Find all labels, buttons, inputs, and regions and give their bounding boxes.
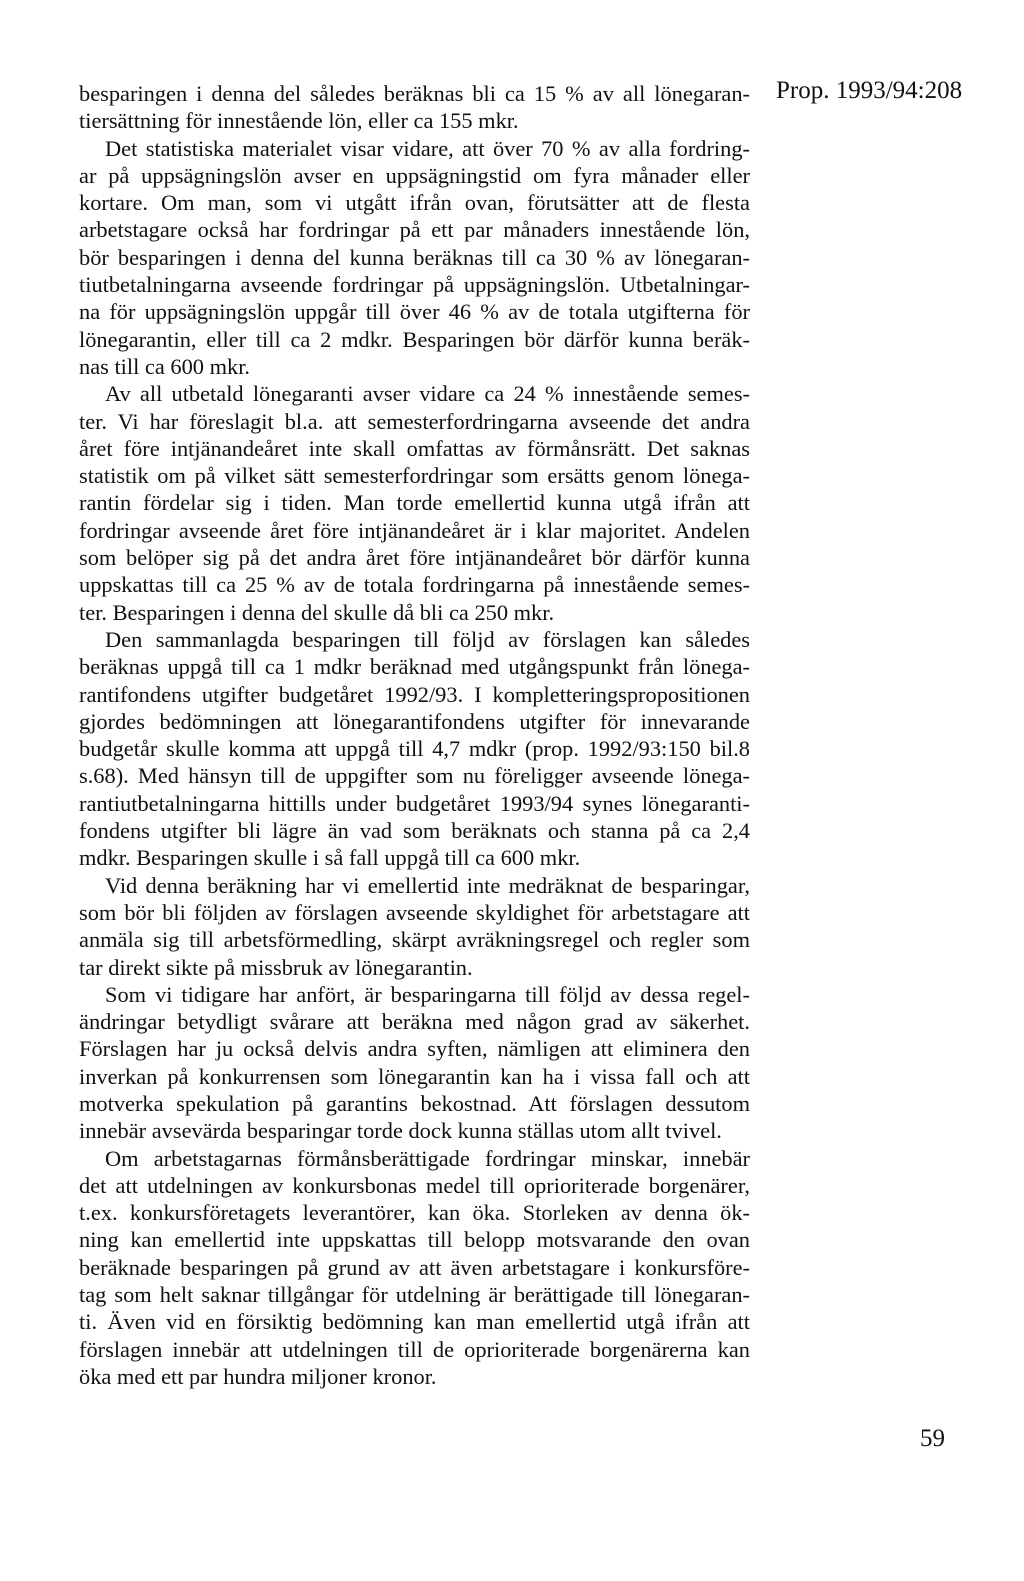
- text-line: Förslagen har ju också delvis andra syften, nämligen att eliminera den: [79, 1036, 750, 1062]
- text-line: Vid denna beräkning har vi emellertid inte medräknat de besparingar,: [105, 872, 750, 898]
- paragraph: [79, 872, 750, 981]
- text-line: rantin fördelar sig i tiden. Man torde emellertid kunna utgå ifrån att: [79, 490, 750, 516]
- text-line: som belöper sig på det andra året före intjänandeåret bör därför kunna: [79, 545, 750, 571]
- text-line: inverkan på konkurrensen som lönegarantin kan ha i vissa fall och att: [79, 1063, 750, 1089]
- text-line: det att utdelningen av konkursbonas medel till oprioriterade borgenärer,: [79, 1172, 750, 1198]
- paragraph: [79, 1145, 750, 1391]
- text-line: gjordes bedömningen att lönegarantifondens utgifter för innevarande: [79, 708, 750, 734]
- text-line: s.68). Med hänsyn till de uppgifter som nu föreligger avseende lönega-: [79, 763, 750, 789]
- text-line: ar på uppsägningslön avser en uppsägningstid om fyra månader eller: [79, 162, 750, 188]
- text-line: innebär avsevärda besparingar torde dock kunna ställas utom allt tvivel.: [79, 1118, 722, 1144]
- text-line: kortare. Om man, som vi utgått ifrån ovan, förutsätter att de flesta: [79, 190, 750, 216]
- paragraph: [79, 626, 750, 872]
- text-line: rantiutbetalningarna hittills under budgetåret 1993/94 synes lönegaranti-: [79, 790, 750, 816]
- text-line: uppskattas till ca 25 % av de totala fordringarna på innestående semes-: [79, 572, 750, 598]
- text-line: ter. Besparingen i denna del skulle då bli ca 250 mkr.: [79, 599, 555, 625]
- text-line: rantifondens utgifter budgetåret 1992/93. I kompletteringspropositionen: [79, 681, 750, 707]
- text-line: fondens utgifter bli lägre än vad som beräknats och stanna på ca 2,4: [79, 818, 750, 844]
- text-line: tiutbetalningarna avseende fordringar på uppsägningslön. Utbetalningar-: [79, 272, 750, 298]
- text-line: t.ex. konkursföretagets leverantörer, kan öka. Storleken av denna ök-: [79, 1200, 750, 1226]
- text-line: ändringar betydligt svårare att beräkna med någon grad av säkerhet.: [79, 1009, 750, 1035]
- paragraph: [79, 80, 750, 135]
- text-line: nas till ca 600 mkr.: [79, 353, 251, 379]
- text-line: öka med ett par hundra miljoner kronor.: [79, 1363, 437, 1389]
- text-line: Det statistiska materialet visar vidare, att över 70 % av alla fordring-: [105, 135, 750, 161]
- text-line: ning kan emellertid inte uppskattas till belopp motsvarande den ovan: [79, 1227, 750, 1253]
- text-line: na för uppsägningslön uppgår till över 46 % av de totala utgifterna för: [79, 299, 750, 325]
- text-line: lönegarantin, eller till ca 2 mdkr. Besparingen bör därför kunna beräk-: [79, 326, 750, 352]
- text-line: tar direkt sikte på missbruk av lönegarantin.: [79, 954, 473, 980]
- text-line: Den sammanlagda besparingen till följd av förslagen kan således: [105, 626, 750, 652]
- text-line: anmäla sig till arbetsförmedling, skärpt avräkningsregel och regler som: [79, 927, 750, 953]
- text-line: besparingen i denna del således beräknas bli ca 15 % av all lönegaran-: [79, 81, 750, 106]
- text-line: tag som helt saknar tillgångar för utdelning är berättigade till lönegaran-: [79, 1282, 750, 1308]
- proposition-reference: Prop. 1993/94:208: [776, 77, 963, 104]
- text-line: beräknade besparingen på grund av att även arbetstagare i konkursföre-: [79, 1254, 750, 1280]
- body-text: [79, 80, 750, 1390]
- text-line: arbetstagare också har fordringar på ett par månaders innestående lön,: [79, 217, 750, 243]
- text-line: året före intjänandeåret inte skall omfattas av förmånsrätt. Det saknas: [79, 435, 750, 461]
- text-line: bör besparingen i denna del kunna beräknas till ca 30 % av lönegaran-: [79, 244, 750, 270]
- paragraph: [79, 380, 750, 626]
- text-line: som bör bli följden av förslagen avseende skyldighet för arbetstagare att: [79, 899, 750, 925]
- paragraph: [79, 135, 750, 381]
- text-line: förslagen innebär att utdelningen till de oprioriterade borgenärerna kan: [79, 1336, 750, 1362]
- text-line: motverka spekulation på garantins bekostnad. Att förslagen dessutom: [79, 1090, 750, 1116]
- text-line: Om arbetstagarnas förmånsberättigade fordringar minskar, innebär: [105, 1145, 750, 1171]
- text-line: Av all utbetald lönegaranti avser vidare ca 24 % innestående semes-: [105, 381, 750, 407]
- page-number: 59: [920, 1425, 945, 1452]
- text-line: ti. Även vid en försiktig bedömning kan man emellertid utgå ifrån att: [79, 1309, 750, 1335]
- text-line: ter. Vi har föreslagit bl.a. att semesterfordringarna avseende det andra: [79, 408, 750, 434]
- text-line: beräknas uppgå till ca 1 mdkr beräknad med utgångspunkt från lönega-: [79, 654, 750, 680]
- text-line: fordringar avseende året före intjänandeåret är i klar majoritet. Andelen: [79, 517, 750, 543]
- text-line: budgetår skulle komma att uppgå till 4,7 mdkr (prop. 1992/93:150 bil.8: [79, 736, 750, 762]
- text-line: tiersättning för innestående lön, eller ca 155 mkr.: [79, 108, 519, 134]
- paragraph: [79, 981, 750, 1145]
- text-line: mdkr. Besparingen skulle i så fall uppgå till ca 600 mkr.: [79, 845, 581, 871]
- text-line: Som vi tidigare har anfört, är besparingarna till följd av dessa regel-: [105, 981, 750, 1007]
- text-line: statistik om på vilket sätt semesterfordringar som ersätts genom lönega-: [79, 463, 750, 489]
